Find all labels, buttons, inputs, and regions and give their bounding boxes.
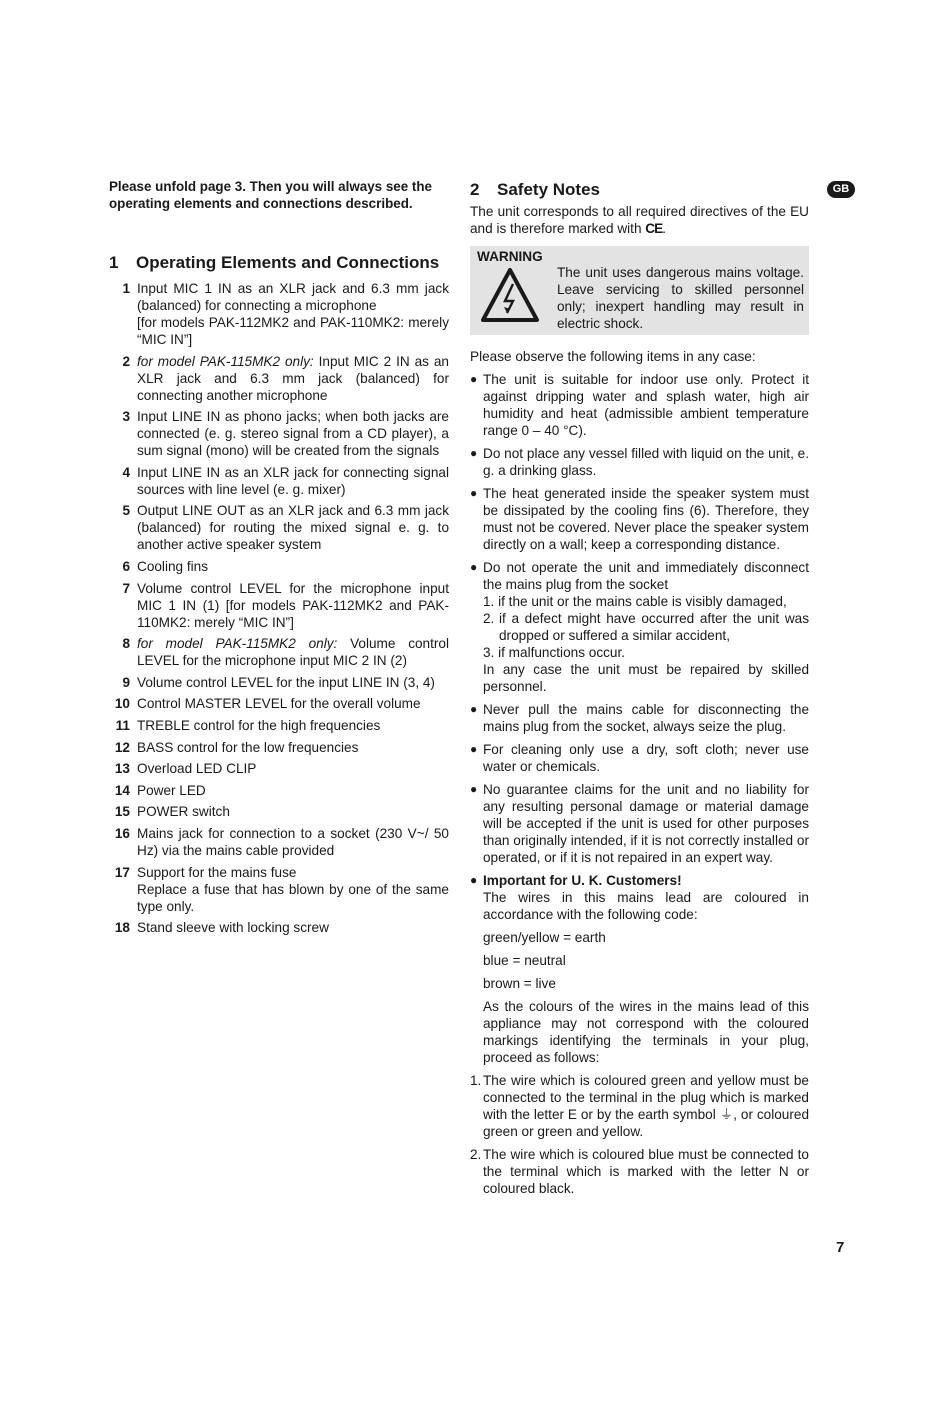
item-text: Stand sleeve with locking screw: [137, 920, 329, 936]
bullet-outro: In any case the unit must be repaired by skilled personnel.: [483, 662, 809, 694]
item-model-note: for model PAK-115MK2 only:: [137, 353, 314, 369]
item-number: 7: [122, 580, 130, 596]
list-item: [109, 502, 449, 553]
step-text: The wire which is coloured blue must be connected to the terminal which is marked with the letter N or coloured black.: [483, 1147, 809, 1196]
item-text: Support for the mains fuse: [137, 864, 297, 880]
list-item: [109, 919, 449, 936]
item-number: 14: [114, 782, 130, 798]
item-text: Overload LED CLIP: [137, 761, 257, 777]
list-item: [109, 717, 449, 734]
list-item: [109, 674, 449, 691]
list-item: [470, 445, 809, 479]
sub-item-text: if a defect might have occurred after the unit was dropped or suffered a similar accident,: [499, 611, 809, 643]
list-item: [109, 760, 449, 777]
item-text: Volume control LEVEL for the microphone input MIC 1 IN (1) [for models PAK-112MK2 and PAK-110MK2: merely “MIC IN”]: [137, 580, 449, 630]
item-text: BASS control for the low frequencies: [137, 739, 359, 755]
item-number: 4: [122, 464, 130, 480]
list-item: [109, 280, 449, 348]
list-item: [109, 580, 449, 631]
list-item: [109, 695, 449, 712]
wire-code-neutral: blue = neutral: [483, 953, 566, 968]
item-number: 13: [114, 761, 130, 777]
bullet-icon: ●: [470, 702, 478, 716]
bullet-icon: ●: [470, 486, 478, 500]
item-text: Cooling fins: [137, 558, 209, 574]
list-item: [109, 825, 449, 859]
item-text: Input LINE IN as an XLR jack for connecting signal sources with line level (e. g. mixer): [137, 464, 449, 497]
wire-code-earth: green/yellow = earth: [483, 930, 606, 945]
bullet-icon: ●: [470, 742, 478, 756]
bullet-text: The unit is suitable for indoor use only. Protect it against dripping water and splash water, high air humidity and heat (admissible ambient temperature range 0 – 40 °C).: [483, 372, 809, 438]
list-item: [470, 872, 809, 1066]
list-item: [470, 559, 809, 695]
sub-item: [483, 610, 809, 644]
item-number: 11: [115, 717, 130, 733]
item-text: Volume control LEVEL for the input LINE IN (3, 4): [137, 674, 435, 690]
section-1-number: 1: [109, 253, 119, 272]
uk-customers-title: Important for U. K. Customers!: [483, 873, 682, 888]
section-2-heading: [470, 180, 809, 200]
list-item: [109, 635, 449, 669]
bullet-icon: ●: [470, 446, 478, 460]
bullet-text: No guarantee claims for the unit and no liability for any resulting personal damage or material damage will be accepted if the unit is used for other purposes than originally intended, if it is not correctly installed or operated, or if it is not repaired in an expert way.: [483, 782, 809, 865]
uk-intro: The wires in this mains lead are coloured in accordance with the following code:: [483, 890, 809, 922]
section-2-number: 2: [470, 180, 480, 199]
item-text: Power LED: [137, 782, 206, 798]
item-number: 1: [122, 281, 130, 296]
item-text: Mains jack for connection to a socket (230 V~/ 50 Hz) via the mains cable provided: [137, 825, 449, 858]
section-1-heading: [109, 253, 449, 273]
list-item: [470, 741, 809, 775]
bullet-icon: ●: [470, 372, 478, 386]
section-1-title: Operating Elements and Connections: [136, 253, 440, 272]
list-item: [470, 701, 809, 735]
item-number: 16: [114, 825, 130, 841]
bullet-text: Do not place any vessel filled with liquid on the unit, e. g. a drinking glass.: [483, 446, 809, 478]
item-number: 6: [122, 558, 130, 574]
item-number: 17: [114, 864, 130, 880]
item-note: Replace a fuse that has blown by one of the same type only.: [137, 881, 449, 914]
item-number: 10: [114, 696, 130, 712]
bullet-text: The heat generated inside the speaker system must be dissipated by the cooling fins (6). Therefore, they must not be covered. Never place the speaker system directly on a wall; keep a corresponding distance.: [483, 486, 809, 552]
item-number: 18: [114, 920, 130, 936]
item-number: 8: [122, 636, 130, 652]
high-voltage-warning-icon: [480, 267, 540, 323]
uk-paragraph: As the colours of the wires in the mains lead of this appliance may not correspond with the coloured markings identifying the terminals in your plug, proceed as follows:: [483, 999, 809, 1065]
observe-intro: Please observe the following items in any case:: [470, 349, 756, 364]
list-item: [109, 803, 449, 820]
wire-code-live: brown = live: [483, 976, 556, 991]
list-item: [109, 353, 449, 404]
item-text: Input MIC 1 IN as an XLR jack and 6.3 mm jack (balanced) for connecting a microphone: [137, 281, 449, 313]
language-badge: GB: [827, 181, 855, 198]
page-number: 7: [836, 1239, 845, 1256]
item-number: 2: [122, 353, 130, 369]
list-item: [470, 1072, 809, 1140]
bullet-icon: ●: [470, 560, 478, 574]
plug-wiring-steps: [470, 1072, 809, 1197]
sub-item-number: 2.: [483, 611, 495, 626]
operating-elements-list: [109, 280, 449, 936]
sub-item: 1. if the unit or the mains cable is visibly damaged,: [483, 594, 787, 609]
left-column: [109, 178, 449, 941]
warning-text: The unit uses dangerous mains voltage. Leave servicing to skilled personnel only; inexpert handling may result in electric shock.: [557, 265, 804, 331]
right-column: [470, 178, 809, 1203]
bullet-icon: ●: [470, 782, 478, 796]
ce-mark: CE: [645, 221, 663, 236]
list-item: [109, 558, 449, 575]
ce-statement: The unit corresponds to all required directives of the EU and is therefore marked with CE.: [470, 204, 809, 236]
item-number: 15: [114, 804, 130, 820]
bullet-text: For cleaning only use a dry, soft cloth; never use water or chemicals.: [483, 742, 809, 774]
item-note: [for models PAK-112MK2 and PAK-110MK2: merely “MIC IN”]: [137, 315, 449, 347]
item-text: Output LINE OUT as an XLR jack and 6.3 mm jack (balanced) for routing the mixed signal e. g. to another active speaker system: [137, 503, 449, 553]
item-number: 5: [122, 503, 130, 519]
bullet-icon: ●: [470, 873, 478, 887]
list-item: [470, 485, 809, 553]
item-text: Input MIC 2 IN as an XLR jack and 6.3 mm jack (balanced) for connecting another microphone: [137, 353, 449, 403]
warning-title: WARNING: [477, 249, 543, 264]
step-text: The wire which is coloured green and yellow must be connected to the terminal in the plug which is marked with the letter E or by the earth symbol ⏚, or coloured green or green and yellow.: [483, 1073, 809, 1139]
bullet-text: Do not operate the unit and immediately disconnect the mains plug from the socket: [483, 560, 809, 592]
item-number: 3: [122, 409, 130, 425]
list-item: [109, 464, 449, 498]
ce-statement-text: The unit corresponds to all required directives of the EU and is therefore marked with: [470, 204, 809, 236]
sub-item: 3. if malfunctions occur.: [483, 645, 626, 660]
step-number: 1.: [470, 1073, 482, 1088]
safety-bullets: [470, 371, 809, 1066]
item-number: 9: [122, 674, 130, 690]
unfold-instruction: Please unfold page 3. Then you will always see the operating elements and connections described.: [109, 179, 432, 211]
item-text: Control MASTER LEVEL for the overall volume: [137, 696, 421, 712]
list-item: [109, 739, 449, 756]
item-model-note: for model PAK-115MK2 only:: [137, 636, 338, 652]
bullet-text: Never pull the mains cable for disconnecting the mains plug from the socket, always seize the plug.: [483, 702, 809, 734]
warning-box: [470, 246, 809, 335]
item-number: 12: [114, 739, 130, 755]
list-item: [470, 781, 809, 866]
list-item: [109, 864, 449, 915]
list-item: [470, 371, 809, 439]
section-2-title: Safety Notes: [497, 180, 600, 199]
item-text: Volume control LEVEL for the microphone input MIC 2 IN (2): [137, 636, 449, 669]
step-number: 2.: [470, 1147, 482, 1162]
item-text: Input LINE IN as phono jacks; when both jacks are connected (e. g. stereo signal from a CD player), a sum signal (mono) will be created from the signals: [137, 409, 449, 459]
list-item: [470, 1146, 809, 1197]
list-item: [109, 408, 449, 459]
item-text: TREBLE control for the high frequencies: [137, 717, 381, 733]
list-item: [109, 782, 449, 799]
item-text: POWER switch: [137, 804, 230, 820]
